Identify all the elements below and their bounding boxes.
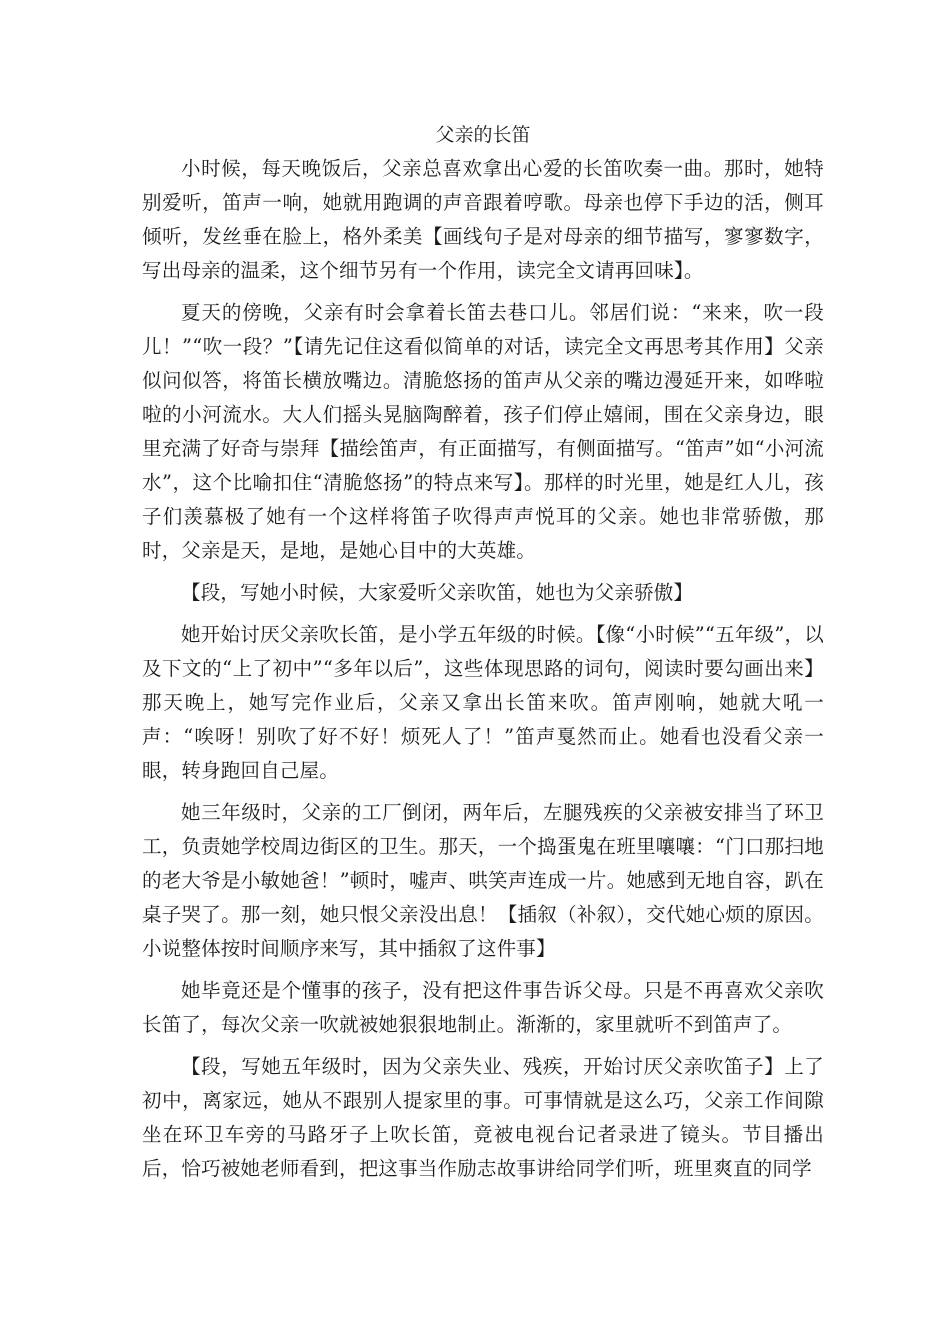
paragraph-3-annotation: 【段，写她小时候，大家爱听父亲吹笛，她也为父亲骄傲】 bbox=[181, 581, 694, 604]
article-title: 父亲的长笛 bbox=[435, 124, 531, 146]
paragraph-7: 【段，写她五年级时，因为父亲失业、残疾，开始讨厌父亲吹笛子】上了初中，离家远，她从不跟别人提家里的事。可事情就是这么巧，父亲工作间隙坐在环卫车旁的马路牙子上吹长笛，竟被电视台记者录进了镜头。节目播出后，恰巧被她老师看到，把这事当作励志故事讲给同学们听，班里爽直的同学 bbox=[142, 1055, 824, 1180]
paragraph-1: 小时候，每天晚饭后，父亲总喜欢拿出心爱的长笛吹奏一曲。那时，她特别爱听，笛声一响，她就用跑调的声音跟着哼歌。母亲也停下手边的活，侧耳倾听，发丝垂在脸上，格外柔美【画线句子是对母亲的细节描写，寥寥数字，写出母亲的温柔，这个细节另有一个作用，读完全文请再回味】。 bbox=[142, 157, 824, 282]
article-body bbox=[142, 118, 824, 1194]
paragraph-5: 她三年级时，父亲的工厂倒闭，两年后，左腿残疾的父亲被安排当了环卫工，负责她学校周边街区的卫生。那天，一个捣蛋鬼在班里嚷嚷：“门口那扫地的老大爷是小敏她爸！”顿时，嘘声、哄笑声连成一片。她感到无地自容，趴在桌子哭了。那一刻，她只恨父亲没出息！【插叙（补叙），交代她心烦的原因。小说整体按时间顺序来写，其中插叙了这件事】 bbox=[142, 801, 824, 960]
paragraph-6: 她毕竟还是个懂事的孩子，没有把这件事告诉父母。只是不再喜欢父亲吹长笛了，每次父亲一吹就被她狠狠地制止。渐渐的，家里就听不到笛声了。 bbox=[142, 979, 824, 1036]
paragraph-4: 她开始讨厌父亲吹长笛，是小学五年级的时候。【像“小时候”“五年级”，以及下文的“上了初中”“多年以后”，这些体现思路的词句，阅读时要勾画出来】那天晚上，她写完作业后，父亲又拿出长笛来吹。笛声刚响，她就大吼一声：“唉呀！别吹了好不好！烦死人了！”笛声戛然而止。她看也没看父亲一眼，转身跑回自己屋。 bbox=[142, 623, 824, 782]
paragraph-2: 夏天的傍晚，父亲有时会拿着长笛去巷口儿。邻居们说：“来来，吹一段儿！”“吹一段？”【请先记住这看似简单的对话，读完全文再思考其作用】父亲似问似答，将笛长横放嘴边。清脆悠扬的笛声从父亲的嘴边漫延开来，如哗啦啦的小河流水。大人们摇头晃脑陶醉着，孩子们停止嬉闹，围在父亲身边，眼里充满了好奇与崇拜【描绘笛声，有正面描写，有侧面描写。“笛声”如“小河流水”，这个比喻扣住“清脆悠扬”的特点来写】。那样的时光里，她是红人儿，孩子们羡慕极了她有一个这样将笛子吹得声声悦耳的父亲。她也非常骄傲，那时，父亲是天，是地，是她心目中的大英雄。 bbox=[142, 301, 824, 562]
